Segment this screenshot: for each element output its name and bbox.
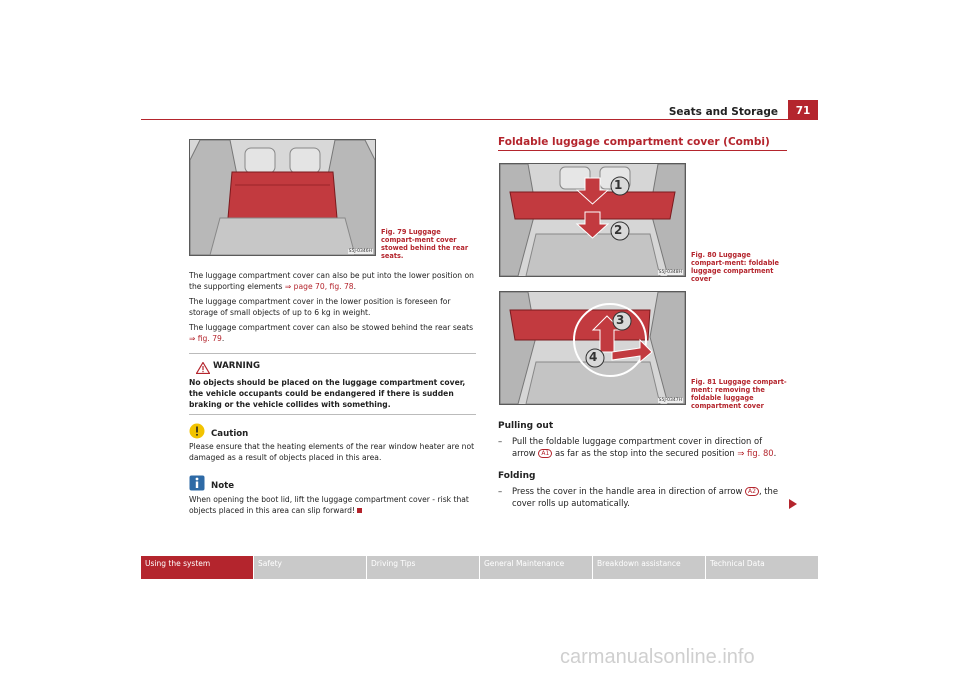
left-paragraph-2: The luggage compartment cover in the lower position is foreseen for storage of small objects of up to 6 kg in weight. (189, 297, 451, 317)
footer-tab-general-maintenance[interactable]: General Maintenance (480, 556, 592, 579)
note-title: Note (211, 481, 235, 491)
pulling-dash: – (498, 436, 503, 446)
caution-title: Caution (211, 429, 249, 439)
left-p1-text: The luggage compartment cover can also be put into the lower position on the supporting elements (189, 271, 474, 291)
note-text-body: When opening the boot lid, lift the luggage compartment cover - risk that objects placed in this area can slip forward! (189, 495, 469, 515)
fig81-caption: Fig. 81 Luggage compart-ment: removing the foldable luggage compartment cover (691, 378, 787, 410)
fig80-marker-2: 2 (614, 223, 623, 237)
folding-text-a: Press the cover in the handle area in direction of arrow (512, 486, 743, 496)
end-mark-icon (357, 508, 362, 513)
pulling-text-b: as far as the stop into the secured position (554, 447, 735, 458)
left-paragraph-3: The luggage compartment cover can also be stowed behind the rear seats ⇒ fig. 79. (189, 323, 474, 343)
caution-icon (189, 423, 205, 443)
arrow-a1-tag: A1 (538, 449, 552, 458)
header-rule (141, 119, 818, 120)
footer-tab-breakdown-assistance[interactable]: Breakdown assistance (593, 556, 705, 579)
fig81-marker-3: 3 (616, 313, 625, 327)
footer-tab-driving-tips[interactable]: Driving Tips (367, 556, 479, 579)
fig81-marker-4: 4 (589, 350, 598, 364)
pulling-out-heading: Pulling out (498, 421, 554, 431)
fig80-code: S5J-0348H (658, 270, 682, 275)
folding-dash: – (498, 486, 503, 496)
arrow-a2-tag: A2 (745, 487, 759, 496)
warning-icon (196, 359, 210, 378)
fig80-caption: Fig. 80 Luggage compart-ment: foldable luggage compartment cover (691, 251, 780, 283)
xref-fig79[interactable]: ⇒ fig. 79 (189, 334, 222, 343)
folding-heading: Folding (498, 471, 536, 481)
left-paragraph-1: The luggage compartment cover can also be put into the lower position on the supporting elements ⇒ page 70, fig. 78. (189, 271, 474, 291)
footer-tab-safety[interactable]: Safety (254, 556, 366, 579)
footer-tab-technical-data[interactable]: Technical Data (706, 556, 818, 579)
running-header-title: Seats and Storage (668, 106, 778, 118)
fig79-code: S5J-0346H (348, 249, 372, 254)
warning-title: WARNING (213, 361, 260, 371)
watermark: carmanualsonline.info (560, 646, 755, 668)
fig81-code: S5J-0347H (658, 398, 682, 403)
folding-step (512, 486, 788, 509)
fig80-image (499, 163, 686, 277)
next-page-arrow-icon[interactable] (789, 499, 797, 509)
warning-text: No objects should be placed on the luggage compartment cover, the vehicle occupants could be endangered if there is sudden braking or the vehicle collides with something. (189, 378, 466, 409)
xref-page70-fig78[interactable]: ⇒ page 70, fig. 78 (284, 282, 354, 291)
fig79-caption: Fig. 79 Luggage compart-ment cover stowed behind the rear seats. (381, 228, 469, 260)
page-number: 71 (788, 100, 818, 120)
section-rule (498, 150, 787, 151)
fig80-marker-1: 1 (614, 178, 623, 192)
xref-fig80[interactable]: ⇒ fig. 80 (737, 447, 774, 458)
left-p3-text: The luggage compartment cover can also be stowed behind the rear seats (189, 323, 474, 332)
folding-text-b: , the cover rolls up automatically. (512, 486, 779, 508)
note-icon (189, 475, 205, 495)
note-text (189, 494, 479, 516)
caution-text: Please ensure that the heating elements of the rear window heater are not damaged as a result of objects placed in this area. (189, 442, 475, 462)
fig79-image (189, 139, 376, 256)
footer-tab-using-the-system[interactable]: Using the system (141, 556, 253, 579)
fig81-image (499, 291, 686, 405)
section-title: Foldable luggage compartment cover (Combi) (498, 136, 770, 148)
pulling-text-a: Pull the foldable luggage compartment cover in direction of arrow (512, 436, 763, 458)
pulling-out-step: Pull the foldable luggage compartment cover in direction of arrow A1 as far as the stop into the secured position ⇒ fig. 80. (512, 436, 777, 458)
